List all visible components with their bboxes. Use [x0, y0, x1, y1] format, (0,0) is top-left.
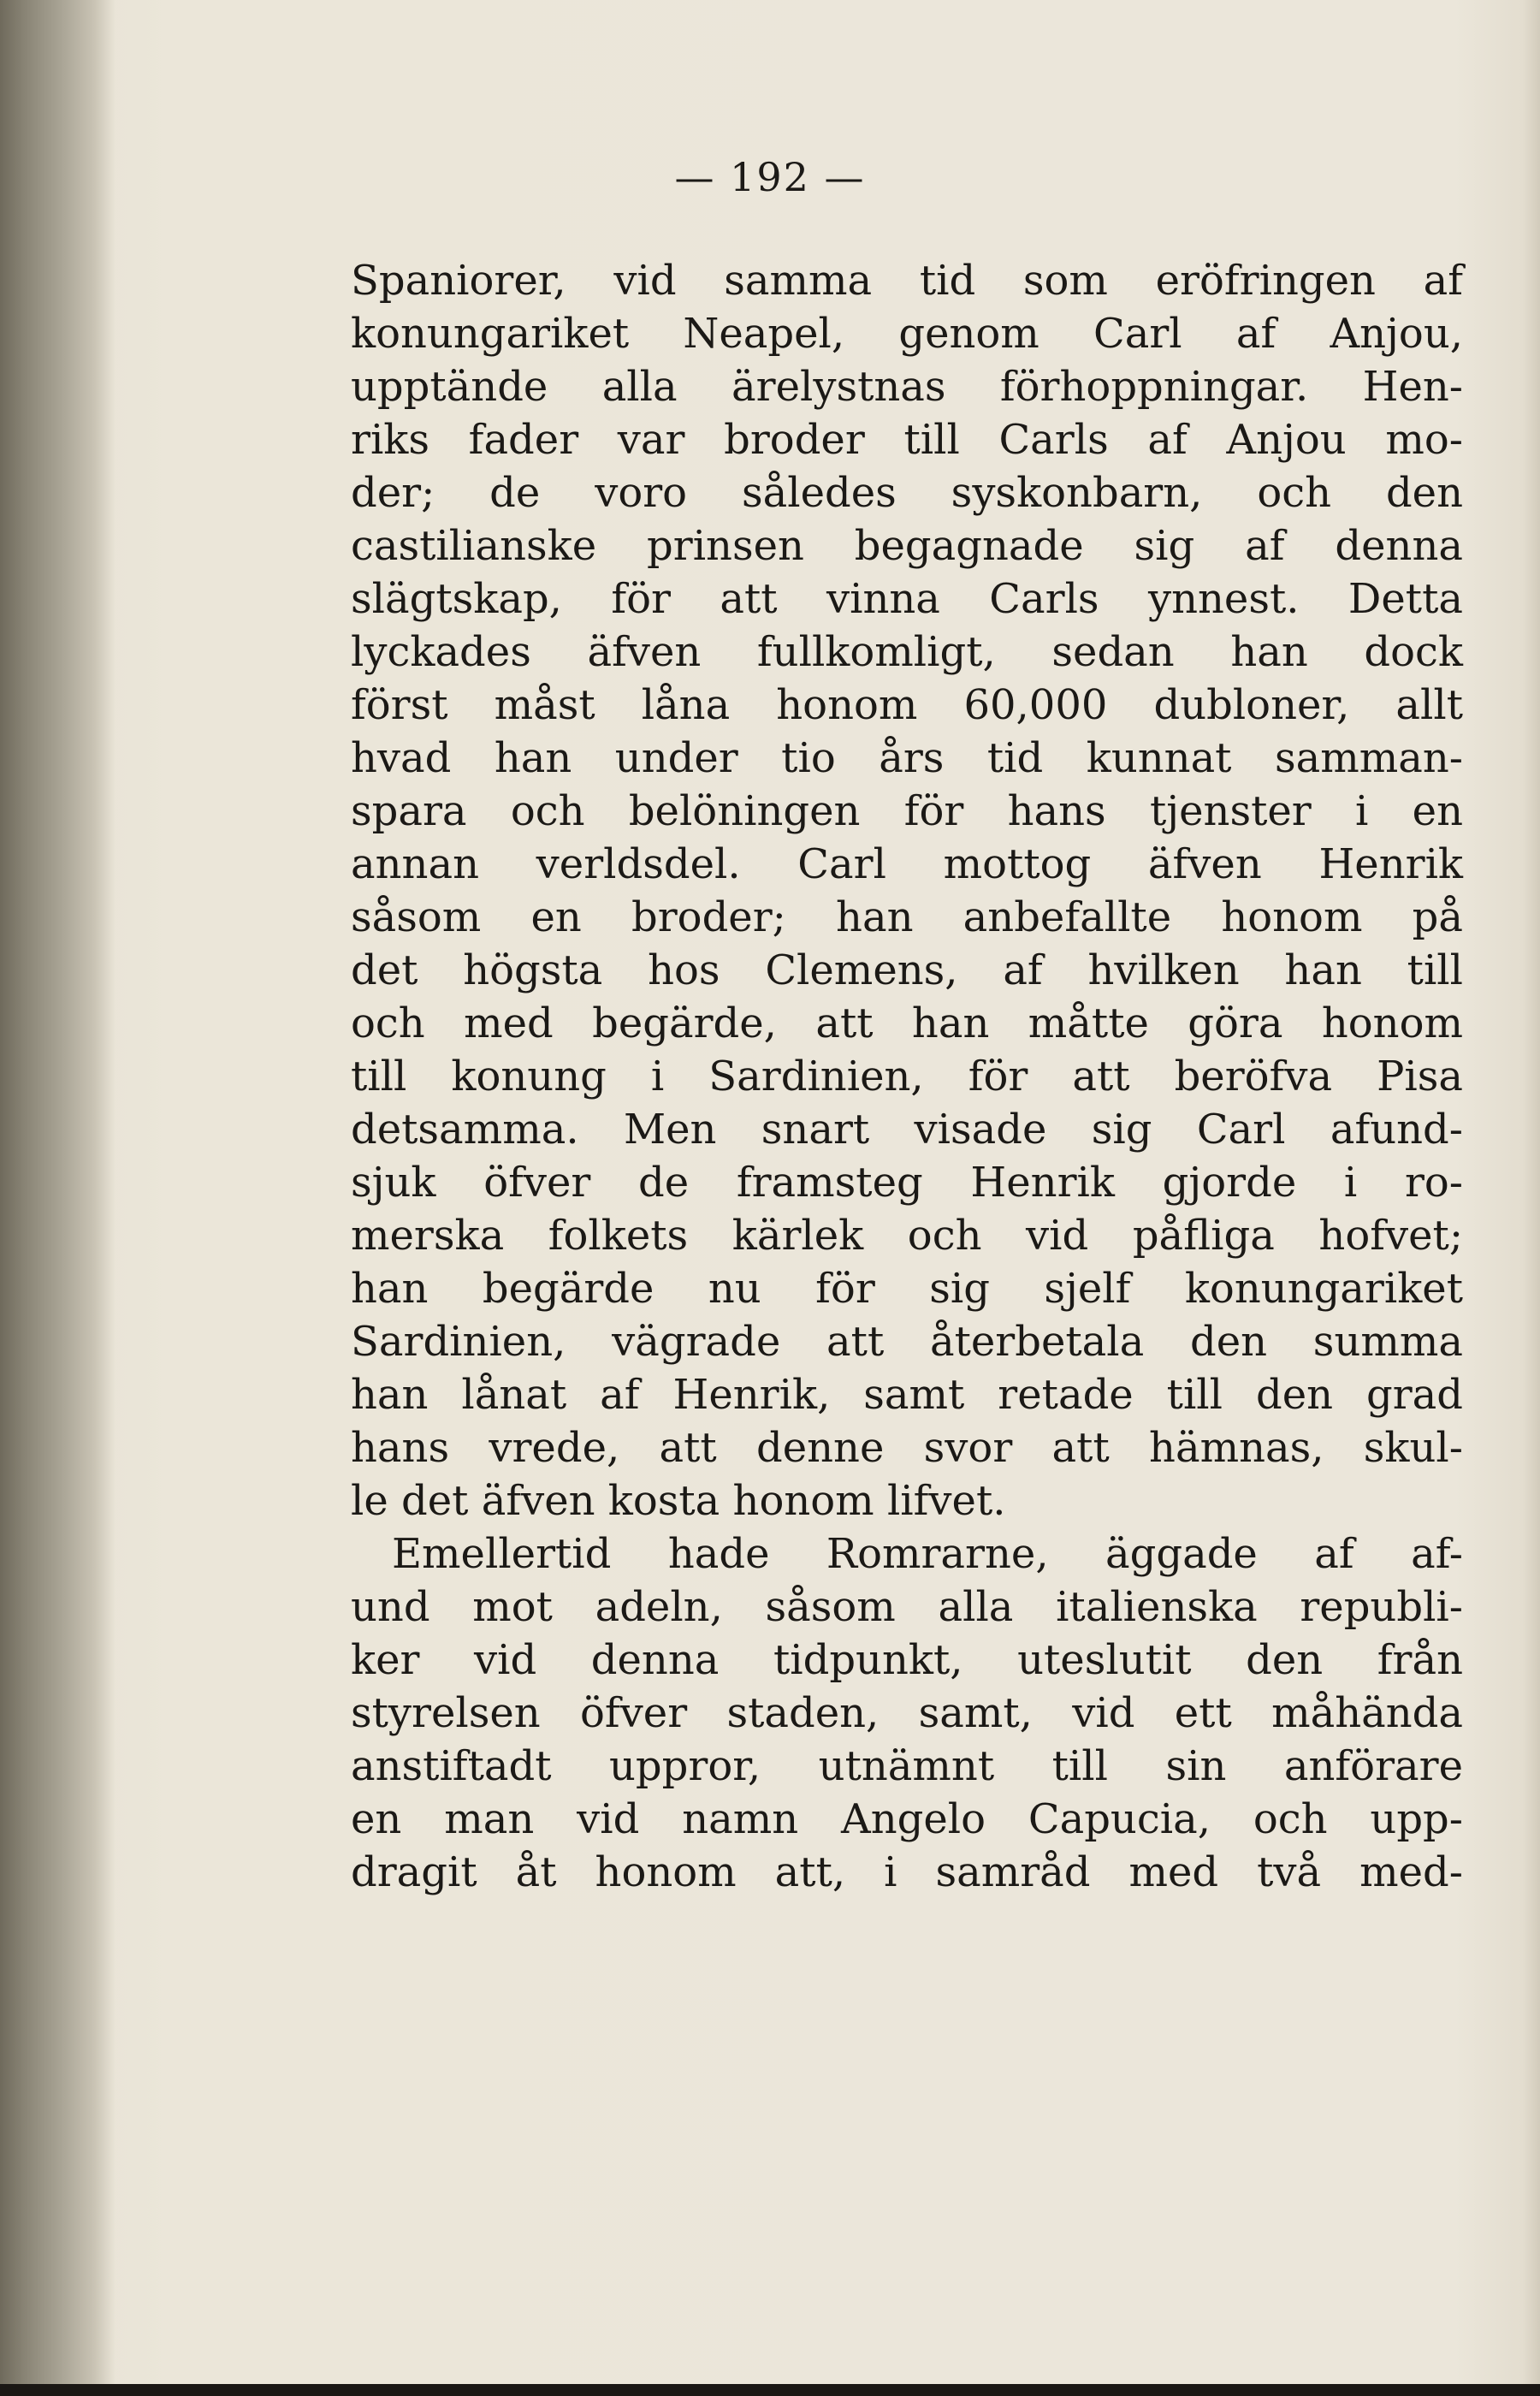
text-line: riks fader var broder till Carls af Anjou mo-	[351, 416, 1463, 464]
text-line: merska folkets kärlek och vid påfliga hofvet;	[351, 1212, 1463, 1260]
text-line: hvad han under tio års tid kunnat samman-	[351, 734, 1463, 782]
text-line: såsom en broder; han anbefallte honom på	[351, 893, 1463, 941]
text-line: det högsta hos Clemens, af hvilken han till	[351, 946, 1463, 994]
text-line: slägtskap, för att vinna Carls ynnest. Detta	[351, 575, 1463, 623]
page-bottom-edge	[0, 2384, 1540, 2396]
text-line: upptände alla ärelystnas förhoppningar. Hen-	[351, 363, 1463, 411]
text-line: castilianske prinsen begagnade sig af denna	[351, 522, 1463, 570]
text-line: hans vrede, att denne svor att hämnas, skul-	[351, 1424, 1463, 1472]
text-line: och med begärde, att han måtte göra honom	[351, 999, 1463, 1047]
text-line: ker vid denna tidpunkt, uteslutit den från	[351, 1636, 1463, 1684]
paragraph-end-line: le det äfven kosta honom lifvet.	[351, 1477, 1006, 1525]
body-text	[351, 254, 1463, 1899]
text-line: Spaniorer, vid samma tid som eröfringen af	[351, 257, 1463, 305]
text-line: lyckades äfven fullkomligt, sedan han dock	[351, 628, 1463, 676]
text-line: Sardinien, vägrade att återbetala den summa	[351, 1318, 1463, 1366]
text-line: spara och belöningen för hans tjenster i en	[351, 787, 1463, 835]
text-line: konungariket Neapel, genom Carl af Anjou,	[351, 310, 1463, 358]
text-line: först måst låna honom 60,000 dubloner, allt	[351, 681, 1463, 729]
text-line: han begärde nu för sig sjelf konungariket	[351, 1265, 1463, 1313]
text-line: annan verldsdel. Carl mottog äfven Henrik	[351, 840, 1463, 888]
text-line: dragit åt honom att, i samråd med två med-	[351, 1848, 1463, 1896]
page-number: — 192 —	[674, 154, 866, 200]
text-line: sjuk öfver de framsteg Henrik gjorde i ro-	[351, 1159, 1463, 1207]
text-line: till konung i Sardinien, för att beröfva Pisa	[351, 1053, 1463, 1100]
text-line: detsamma. Men snart visade sig Carl afund-	[351, 1106, 1463, 1154]
text-line: und mot adeln, såsom alla italienska republi-	[351, 1583, 1463, 1631]
paragraph-start-line: Emellertid hade Romrarne, äggade af af-	[392, 1530, 1463, 1578]
text-line: han lånat af Henrik, samt retade till den grad	[351, 1371, 1463, 1419]
text-line: styrelsen öfver staden, samt, vid ett måhända	[351, 1689, 1463, 1737]
text-line: anstiftadt uppror, utnämnt till sin anförare	[351, 1742, 1463, 1790]
text-line: der; de voro således syskonbarn, och den	[351, 469, 1463, 517]
binding-gutter	[0, 0, 116, 2396]
text-line: en man vid namn Angelo Capucia, och upp-	[351, 1795, 1463, 1843]
